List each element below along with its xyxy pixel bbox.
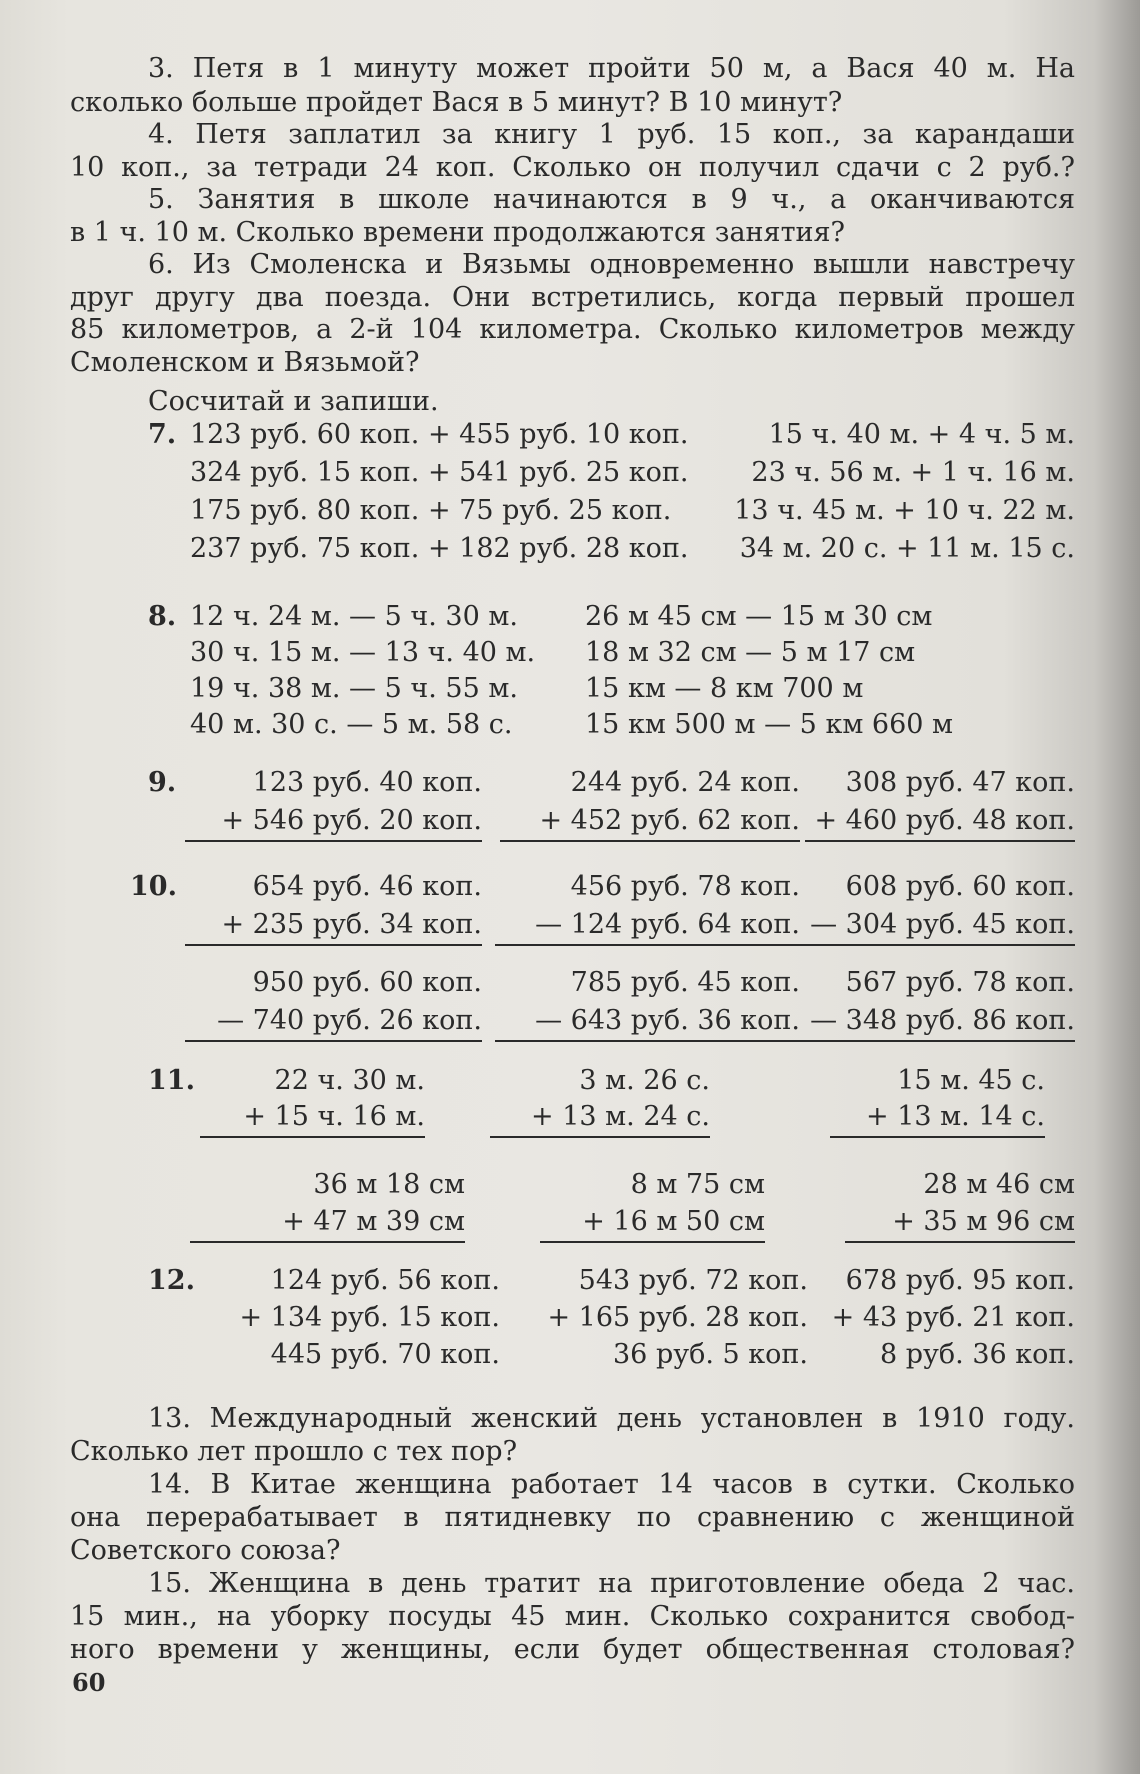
problem-3-line-2: сколько больше пройдет Вася в 5 минут? В 10 минут? xyxy=(70,87,843,118)
ex9-2-sum-rule xyxy=(500,840,800,842)
ex8-right-4: 15 км 500 м — 5 км 660 м xyxy=(585,709,954,740)
problem-15-line-1: 15. Женщина в день тратит на приготовление обеда 2 час. xyxy=(148,1568,1075,1599)
ex11-r2-1-rule xyxy=(190,1241,465,1243)
ex11-r1-1-rule xyxy=(200,1136,425,1138)
ex11-r1-1-top: 22 ч. 30 м. xyxy=(274,1065,425,1096)
ex7-right-2: 23 ч. 56 м. + 1 ч. 16 м. xyxy=(751,457,1075,488)
exercise-10-number: 10. xyxy=(130,871,177,902)
ex10-r2-2-bottom: — 643 руб. 36 коп. xyxy=(535,1005,800,1036)
problem-6-line-1: 6. Из Смоленска и Вязьмы одновременно вышли навстречу xyxy=(148,249,1075,280)
ex9-3-sum-rule xyxy=(805,840,1075,842)
ex11-r2-3-bottom: + 35 м 96 см xyxy=(892,1206,1075,1237)
problem-6-line-3: 85 километров, а 2-й 104 километра. Сколько километров между xyxy=(70,314,1075,345)
ex10-r1-3-bottom: — 304 руб. 45 коп. xyxy=(810,909,1075,940)
ex10-r1-3-top: 608 руб. 60 коп. xyxy=(845,871,1075,902)
page-number: 60 xyxy=(72,1668,106,1697)
ex9-1-sum-rule xyxy=(185,840,482,842)
ex9-1-bottom: + 546 руб. 20 коп. xyxy=(221,805,482,836)
problem-14-line-1: 14. В Китае женщина работает 14 часов в сутки. Сколько xyxy=(148,1469,1075,1500)
ex10-r2-3-bottom: — 348 руб. 86 коп. xyxy=(810,1005,1075,1036)
ex12-c1-2: + 134 руб. 15 коп. xyxy=(239,1302,500,1333)
ex10-r1-3-rule xyxy=(800,944,1075,946)
ex9-3-top: 308 руб. 47 коп. xyxy=(845,767,1075,798)
section-heading: Сосчитай и запиши. xyxy=(148,386,439,417)
problem-13-line-1: 13. Международный женский день установлен в 1910 году. xyxy=(148,1403,1075,1434)
ex11-r1-3-bottom: + 13 м. 14 с. xyxy=(866,1101,1045,1132)
ex10-r2-2-top: 785 руб. 45 коп. xyxy=(570,967,800,998)
ex7-right-3: 13 ч. 45 м. + 10 ч. 22 м. xyxy=(734,495,1075,526)
problem-3-line-1: 3. Петя в 1 минуту может пройти 50 м, а Вася 40 м. На xyxy=(148,53,1075,84)
ex11-r1-2-bottom: + 13 м. 24 с. xyxy=(531,1101,710,1132)
ex11-r1-2-top: 3 м. 26 с. xyxy=(579,1065,710,1096)
problem-5-line-2: в 1 ч. 10 м. Сколько времени продолжаются занятия? xyxy=(70,217,846,248)
ex9-1-top: 123 руб. 40 коп. xyxy=(252,767,482,798)
ex8-left-4: 40 м. 30 с. — 5 м. 58 с. xyxy=(190,709,513,740)
ex11-r2-2-bottom: + 16 м 50 см xyxy=(582,1206,765,1237)
ex11-r1-2-rule xyxy=(490,1136,710,1138)
problem-13-line-2: Сколько лет прошло с тех пор? xyxy=(70,1436,518,1467)
problem-14-line-2: она перерабатывает в пятидневку по сравнению с женщиной xyxy=(70,1502,1075,1533)
ex10-r1-2-rule xyxy=(495,944,800,946)
ex10-r2-2-rule xyxy=(495,1040,800,1042)
ex12-c2-3: 36 руб. 5 коп. xyxy=(613,1339,808,1370)
ex8-left-3: 19 ч. 38 м. — 5 ч. 55 м. xyxy=(190,673,518,704)
ex12-c1-1: 124 руб. 56 коп. xyxy=(270,1265,500,1296)
ex10-r1-1-top: 654 руб. 46 коп. xyxy=(252,871,482,902)
ex12-c2-2: + 165 руб. 28 коп. xyxy=(547,1302,808,1333)
ex7-right-1: 15 ч. 40 м. + 4 ч. 5 м. xyxy=(768,419,1075,450)
problem-14-line-3: Советского союза? xyxy=(70,1535,341,1566)
ex9-2-top: 244 руб. 24 коп. xyxy=(570,767,800,798)
ex12-c3-2: + 43 руб. 21 коп. xyxy=(831,1302,1075,1333)
ex11-r1-1-bottom: + 15 ч. 16 м. xyxy=(243,1101,425,1132)
ex12-c1-3: 445 руб. 70 коп. xyxy=(270,1339,500,1370)
ex8-right-1: 26 м 45 см — 15 м 30 см xyxy=(585,601,933,632)
ex8-left-2: 30 ч. 15 м. — 13 ч. 40 м. xyxy=(190,637,536,668)
exercise-12-number: 12. xyxy=(148,1265,195,1296)
ex10-r1-2-top: 456 руб. 78 коп. xyxy=(570,871,800,902)
ex10-r2-1-bottom: — 740 руб. 26 коп. xyxy=(217,1005,482,1036)
exercise-8-number: 8. xyxy=(148,601,177,632)
ex11-r1-3-top: 15 м. 45 с. xyxy=(897,1065,1045,1096)
ex11-r2-1-bottom: + 47 м 39 см xyxy=(282,1206,465,1237)
ex9-3-bottom: + 460 руб. 48 коп. xyxy=(814,805,1075,836)
problem-4-line-2: 10 коп., за тетради 24 коп. Сколько он получил сдачи с 2 руб.? xyxy=(70,152,1075,183)
ex11-r1-3-rule xyxy=(830,1136,1045,1138)
ex12-c2-1: 543 руб. 72 коп. xyxy=(578,1265,808,1296)
problem-15-line-3: ного времени у женщины, если будет общественная столовая? xyxy=(70,1634,1075,1665)
ex11-r2-3-rule xyxy=(845,1241,1075,1243)
ex7-left-1: 123 руб. 60 коп. + 455 руб. 10 коп. xyxy=(190,419,689,450)
ex10-r2-1-rule xyxy=(185,1040,482,1042)
ex10-r1-2-bottom: — 124 руб. 64 коп. xyxy=(535,909,800,940)
ex7-left-4: 237 руб. 75 коп. + 182 руб. 28 коп. xyxy=(190,533,689,564)
exercise-9-number: 9. xyxy=(148,767,177,798)
ex12-c3-1: 678 руб. 95 коп. xyxy=(845,1265,1075,1296)
ex10-r1-1-bottom: + 235 руб. 34 коп. xyxy=(221,909,482,940)
problem-6-line-4: Смоленском и Вязьмой? xyxy=(70,347,420,378)
problem-4-line-1: 4. Петя заплатил за книгу 1 руб. 15 коп., за карандаши xyxy=(148,119,1075,150)
ex10-r2-3-top: 567 руб. 78 коп. xyxy=(845,967,1075,998)
problem-15-line-2: 15 мин., на уборку посуды 45 мин. Сколько сохранится свобод- xyxy=(70,1601,1075,1632)
ex10-r2-3-rule xyxy=(800,1040,1075,1042)
ex8-right-2: 18 м 32 см — 5 м 17 см xyxy=(585,637,916,668)
problem-6-line-2: друг другу два поезда. Они встретились, когда первый прошел xyxy=(70,282,1075,313)
ex12-c3-3: 8 руб. 36 коп. xyxy=(880,1339,1075,1370)
ex10-r1-1-rule xyxy=(185,944,482,946)
ex11-r2-1-top: 36 м 18 см xyxy=(313,1169,465,1200)
ex7-left-2: 324 руб. 15 коп. + 541 руб. 25 коп. xyxy=(190,457,689,488)
ex9-2-bottom: + 452 руб. 62 коп. xyxy=(539,805,800,836)
ex8-right-3: 15 км — 8 км 700 м xyxy=(585,673,864,704)
ex8-left-1: 12 ч. 24 м. — 5 ч. 30 м. xyxy=(190,601,518,632)
ex11-r2-2-top: 8 м 75 см xyxy=(630,1169,765,1200)
ex10-r2-1-top: 950 руб. 60 коп. xyxy=(252,967,482,998)
ex7-left-3: 175 руб. 80 коп. + 75 руб. 25 коп. xyxy=(190,495,672,526)
exercise-11-number: 11. xyxy=(148,1065,195,1096)
ex11-r2-2-rule xyxy=(540,1241,765,1243)
ex7-right-4: 34 м. 20 с. + 11 м. 15 с. xyxy=(739,533,1075,564)
ex11-r2-3-top: 28 м 46 см xyxy=(923,1169,1075,1200)
exercise-7-number: 7. xyxy=(148,419,177,450)
problem-5-line-1: 5. Занятия в школе начинаются в 9 ч., а оканчиваются xyxy=(148,184,1075,215)
